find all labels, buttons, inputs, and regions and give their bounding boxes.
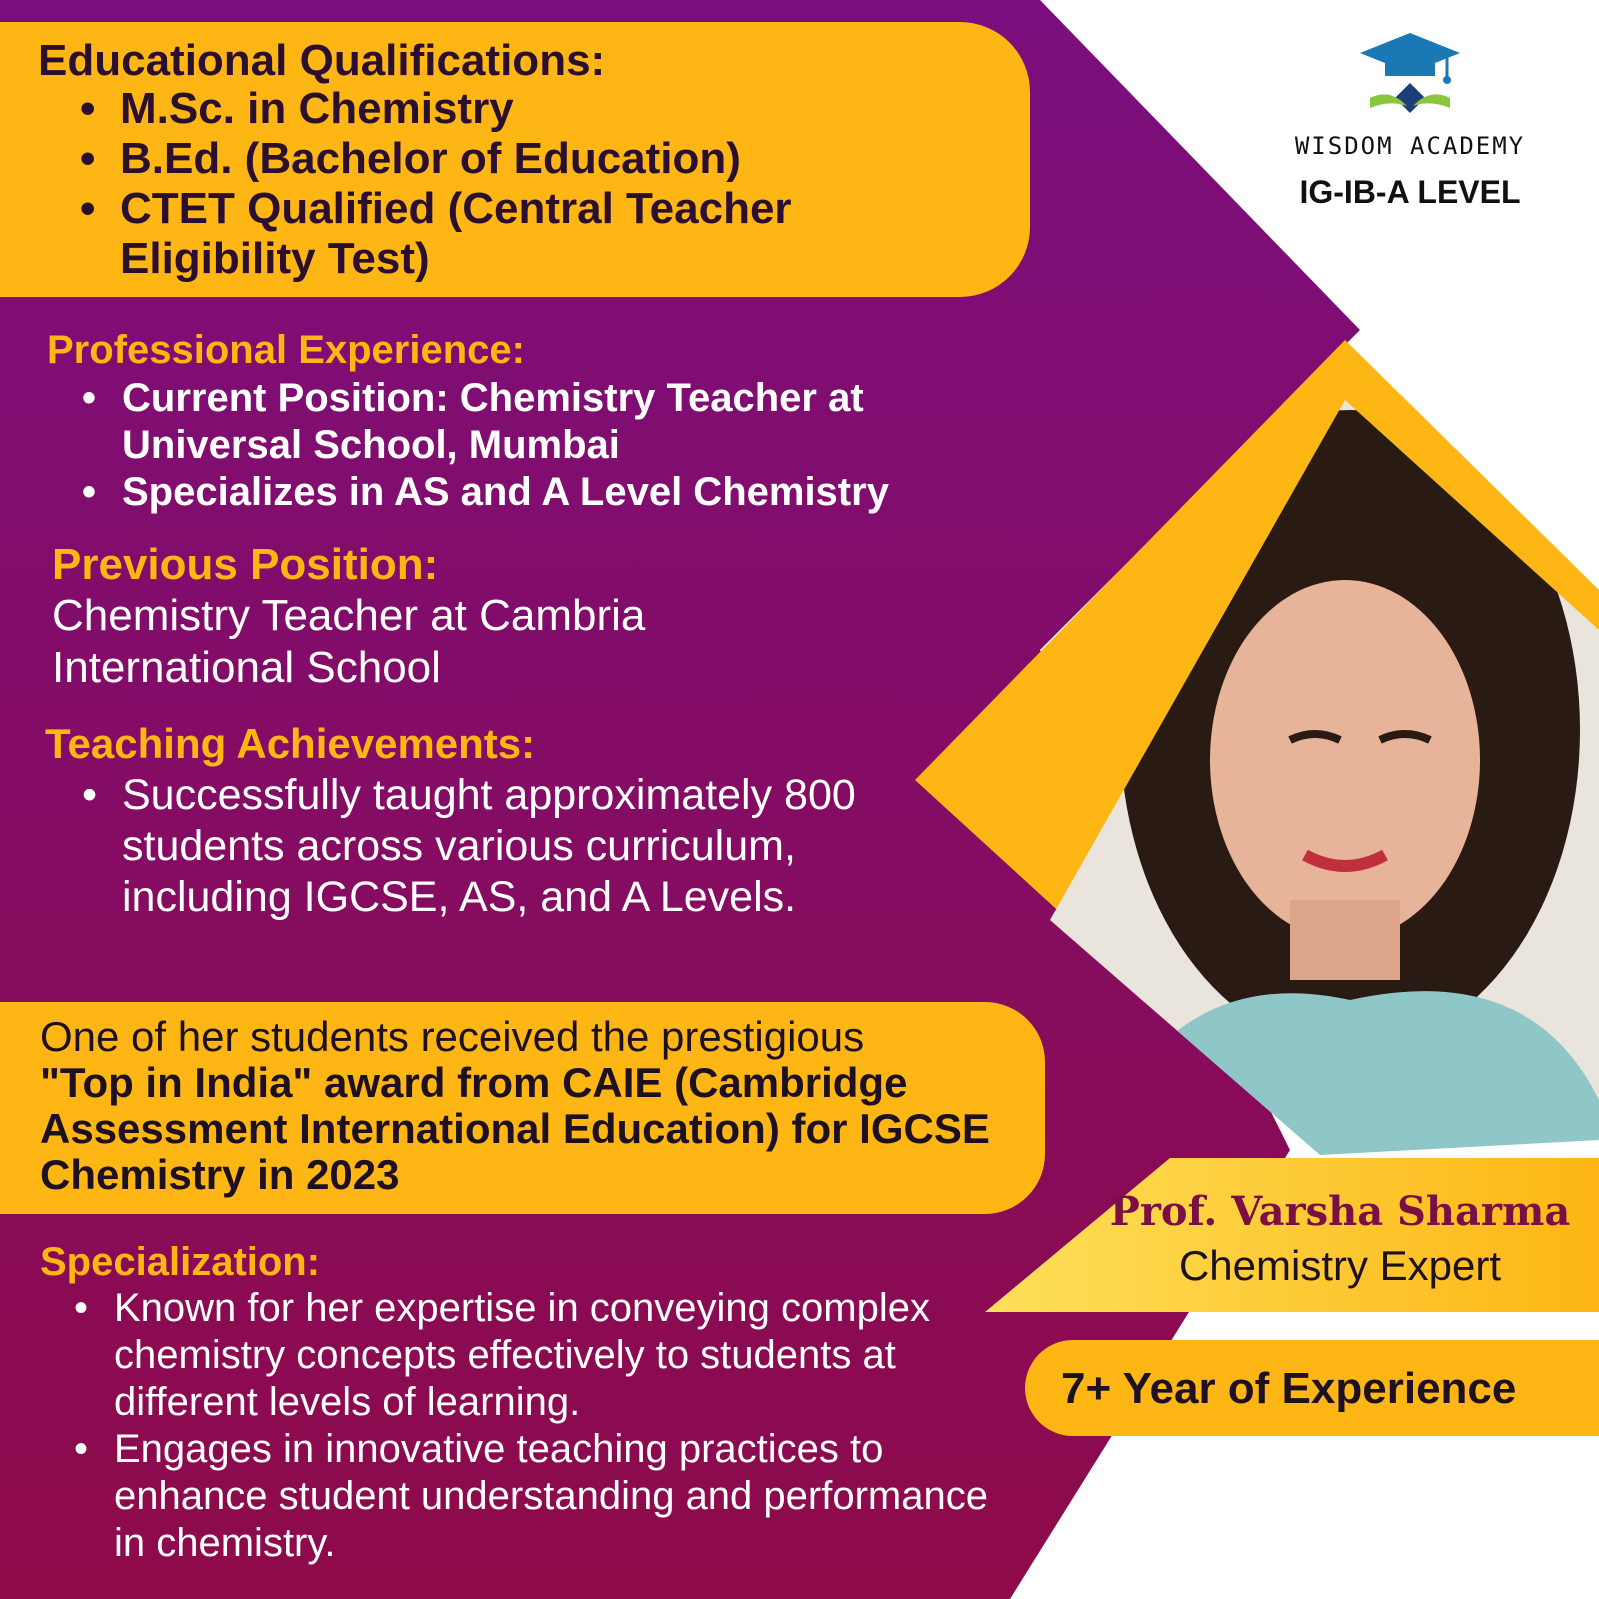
award-text: "Top in India" award from CAIE (Cambridge Assessment International Education) for IGCSE Chemistry in 2023	[40, 1059, 990, 1198]
specialization-list	[114, 1285, 1029, 1567]
education-panel	[0, 22, 1030, 297]
previous-text: Chemistry Teacher at Cambria International School	[52, 591, 646, 692]
profile-title: Chemistry Expert	[1178, 1242, 1502, 1289]
experience-badge	[1025, 1340, 1599, 1436]
education-list	[120, 84, 920, 284]
specialization-heading: Specialization:	[40, 1240, 321, 1284]
achievements-list	[122, 770, 922, 923]
profile-photo	[1050, 400, 1599, 1155]
graduation-cap-icon	[1355, 28, 1465, 128]
professional-item: • Specializes in AS and A Level Chemistry	[122, 469, 1002, 516]
achievements-heading: Teaching Achievements:	[45, 720, 536, 767]
education-item: • B.Ed. (Bachelor of Education)	[120, 134, 920, 184]
education-heading: Educational Qualifications:	[38, 36, 606, 85]
professional-list	[122, 375, 1002, 516]
logo-name: WISDOM ACADEMY	[1294, 132, 1526, 160]
award-intro: One of her students received the prestigious	[40, 1013, 865, 1060]
education-item: • M.Sc. in Chemistry	[120, 84, 920, 134]
professional-heading: Professional Experience:	[47, 328, 525, 372]
award-panel	[0, 1002, 1045, 1214]
logo	[1255, 28, 1565, 218]
experience-text: 7+ Year of Experience	[1061, 1364, 1517, 1413]
previous-heading: Previous Position:	[52, 540, 439, 589]
specialization-item: • Engages in innovative teaching practices to enhance student understanding and performance in chemistry.	[114, 1426, 1029, 1567]
education-item: • CTET Qualified (Central Teacher Eligibility Test)	[120, 184, 920, 284]
logo-tagline: IG-IB-A LEVEL	[1299, 174, 1521, 210]
achievements-item: • Successfully taught approximately 800 students across various curriculum, including IGCSE, AS, and A Levels.	[122, 770, 922, 923]
professional-item: • Current Position: Chemistry Teacher at Universal School, Mumbai	[122, 375, 1002, 469]
profile-name: Prof. Varsha Sharma	[1109, 1188, 1571, 1235]
specialization-item: • Known for her expertise in conveying complex chemistry concepts effectively to students at different levels of learning.	[114, 1285, 1029, 1426]
